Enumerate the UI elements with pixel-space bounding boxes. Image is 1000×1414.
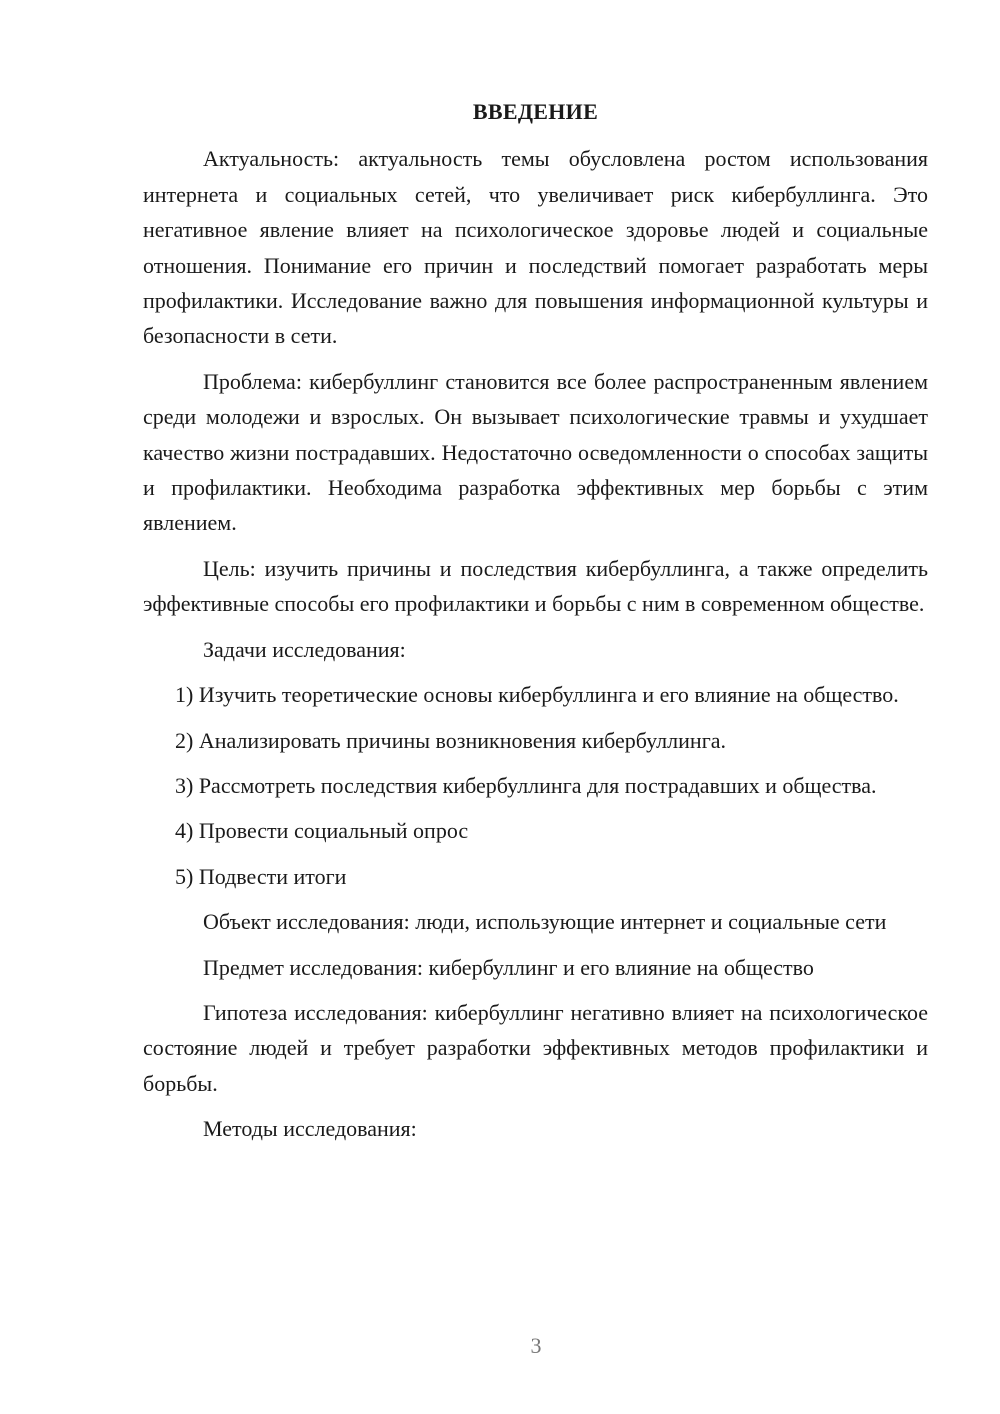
problem-paragraph: Проблема: кибербуллинг становится все более распространенным явлением среди молодежи и взрослых. Он вызывает психологические травмы и ухудшает качество жизни пострадавших. Недостаточно осведомленности о способах защиты и профилактики. Необходима разработка эффективных мер борьбы с этим явлением. — [143, 368, 928, 536]
page-content — [143, 94, 928, 1157]
task-item-3: 3) Рассмотреть последствия кибербуллинга для пострадавших и общества. — [175, 772, 877, 798]
tasks-heading: Задачи исследования: — [203, 636, 406, 662]
methods-paragraph: Методы исследования: — [203, 1116, 417, 1142]
task-item-4: 4) Провести социальный опрос — [175, 818, 469, 844]
goal-paragraph: Цель: изучить причины и последствия кибербуллинга, а также определить эффективные способы его профилактики и борьбы с ним в современном обществе. — [143, 555, 928, 617]
object-paragraph: Объект исследования: люди, использующие интернет и социальные сети — [203, 909, 887, 935]
subject-paragraph: Предмет исследования: кибербуллинг и его влияние на общество — [203, 954, 814, 980]
task-item-2: 2) Анализировать причины возникновения кибербуллинга. — [175, 727, 726, 753]
task-item-1: 1) Изучить теоретические основы кибербуллинга и его влияние на общество. — [175, 682, 899, 708]
relevance-paragraph: Актуальность: актуальность темы обусловлена ростом использования интернета и социальных сетей, что увеличивает риск кибербуллинга. Это негативное явление влияет на психологическое здоровье людей и социальные отношения. Понимание его причин и последствий помогает разработать меры профилактики. Исследование важно для повышения информационной культуры и безопасности в сети. — [143, 146, 928, 349]
task-item-5: 5) Подвести итоги — [175, 863, 347, 889]
page-number: 3 — [530, 1333, 542, 1358]
section-title: ВВЕДЕНИЕ — [472, 99, 599, 124]
hypothesis-paragraph: Гипотеза исследования: кибербуллинг негативно влияет на психологическое состояние людей и требует разработки эффективных методов профилактики и борьбы. — [143, 999, 928, 1096]
